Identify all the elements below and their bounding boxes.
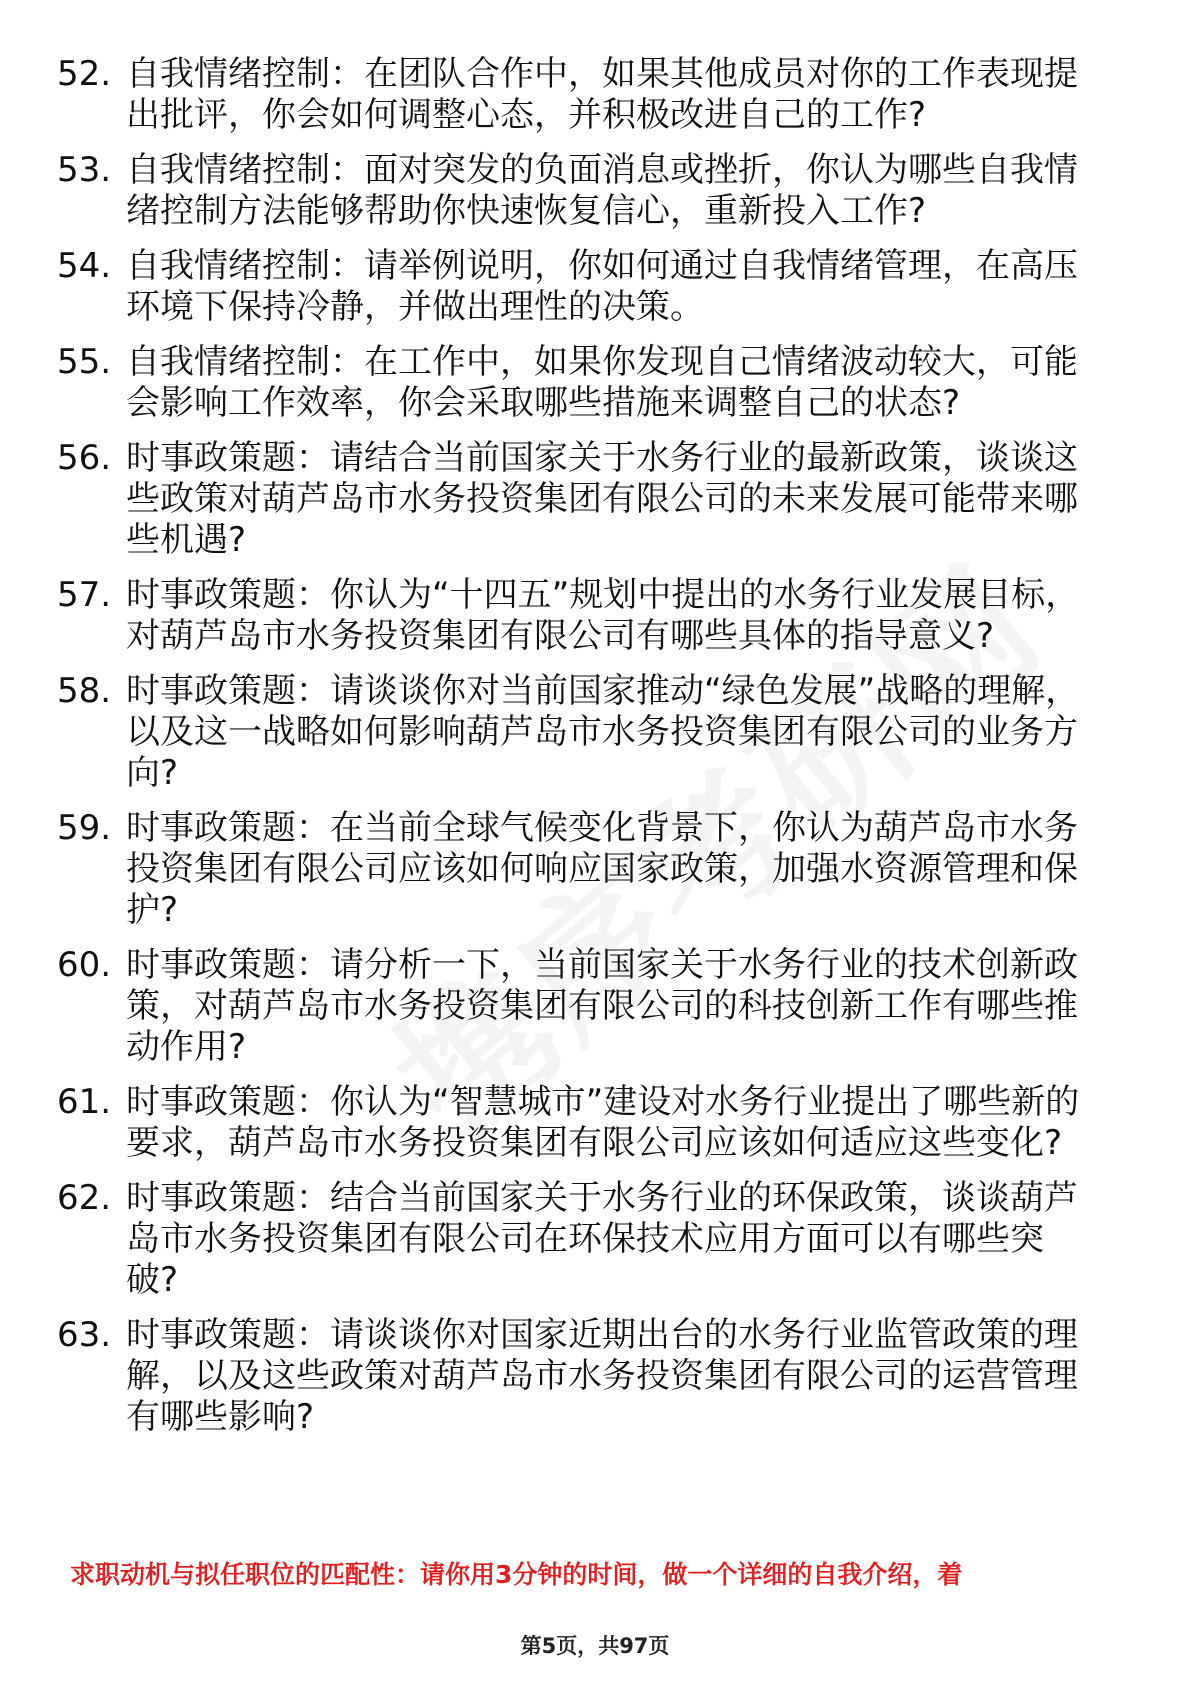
question-number: 54. <box>57 246 112 286</box>
question-item <box>0 575 1190 657</box>
question-number: 59. <box>57 808 112 848</box>
question-item <box>0 1082 1190 1164</box>
next-section-heading: 求职动机与拟任职位的匹配性：请你用3分钟的时间，做一个详细的自我介绍，着 <box>70 1560 963 1589</box>
question-text: 时事政策题：请谈谈你对当前国家推动“绿色发展”战略的理解，以及这一战略如何影响葫芦岛市水务投资集团有限公司的业务方向? <box>126 671 1080 793</box>
question-number: 56. <box>57 438 112 478</box>
question-number: 57. <box>57 575 112 615</box>
question-item <box>0 1178 1190 1301</box>
question-item <box>0 150 1190 232</box>
question-text: 时事政策题：请谈谈你对国家近期出台的水务行业监管政策的理解，以及这些政策对葫芦岛市水务投资集团有限公司的运营管理有哪些影响? <box>126 1315 1078 1437</box>
question-number: 53. <box>57 150 112 190</box>
question-item <box>0 1315 1190 1438</box>
question-number: 58. <box>57 671 112 711</box>
question-item <box>0 945 1190 1068</box>
question-text: 时事政策题：在当前全球气候变化背景下，你认为葫芦岛市水务投资集团有限公司应该如何响应国家政策，加强水资源管理和保护? <box>126 808 1078 930</box>
question-text: 时事政策题：请结合当前国家关于水务行业的最新政策，谈谈这些政策对葫芦岛市水务投资集团有限公司的未来发展可能带来哪些机遇? <box>126 438 1078 560</box>
page-number: 第5页，共97页 <box>520 1634 670 1658</box>
question-text: 自我情绪控制：请举例说明，你如何通过自我情绪管理，在高压环境下保持冷静，并做出理性的决策。 <box>126 246 1078 327</box>
question-text: 时事政策题：请分析一下，当前国家关于水务行业的技术创新政策，对葫芦岛市水务投资集团有限公司的科技创新工作有哪些推动作用? <box>126 945 1078 1067</box>
question-item <box>0 438 1190 561</box>
question-number: 55. <box>57 342 112 382</box>
question-number: 61. <box>57 1082 112 1122</box>
question-text: 自我情绪控制：在团队合作中，如果其他成员对你的工作表现提出批评，你会如何调整心态，并积极改进自己的工作? <box>126 54 1078 135</box>
question-number: 60. <box>57 945 112 985</box>
question-number: 52. <box>57 54 112 94</box>
question-text: 自我情绪控制：在工作中，如果你发现自己情绪波动较大，可能会影响工作效率，你会采取哪些措施来调整自己的状态? <box>126 342 1078 423</box>
question-text: 时事政策题：结合当前国家关于水务行业的环保政策，谈谈葫芦岛市水务投资集团有限公司在环保技术应用方面可以有哪些突破? <box>126 1178 1078 1300</box>
question-text: 时事政策题：你认为“智慧城市”建设对水务行业提出了哪些新的要求，葫芦岛市水务投资集团有限公司应该如何适应这些变化? <box>126 1082 1080 1163</box>
question-number: 63. <box>57 1315 112 1355</box>
question-item <box>0 246 1190 328</box>
question-number: 62. <box>57 1178 112 1218</box>
question-text: 时事政策题：你认为“十四五”规划中提出的水务行业发展目标，对葫芦岛市水务投资集团有限公司有哪些具体的指导意义? <box>126 575 1080 656</box>
question-text: 自我情绪控制：面对突发的负面消息或挫折，你认为哪些自我情绪控制方法能够帮助你快速恢复信心，重新投入工作? <box>126 150 1078 231</box>
question-item <box>0 671 1190 794</box>
question-item <box>0 54 1190 136</box>
question-list <box>0 54 1190 1452</box>
question-item <box>0 342 1190 424</box>
question-item <box>0 808 1190 931</box>
